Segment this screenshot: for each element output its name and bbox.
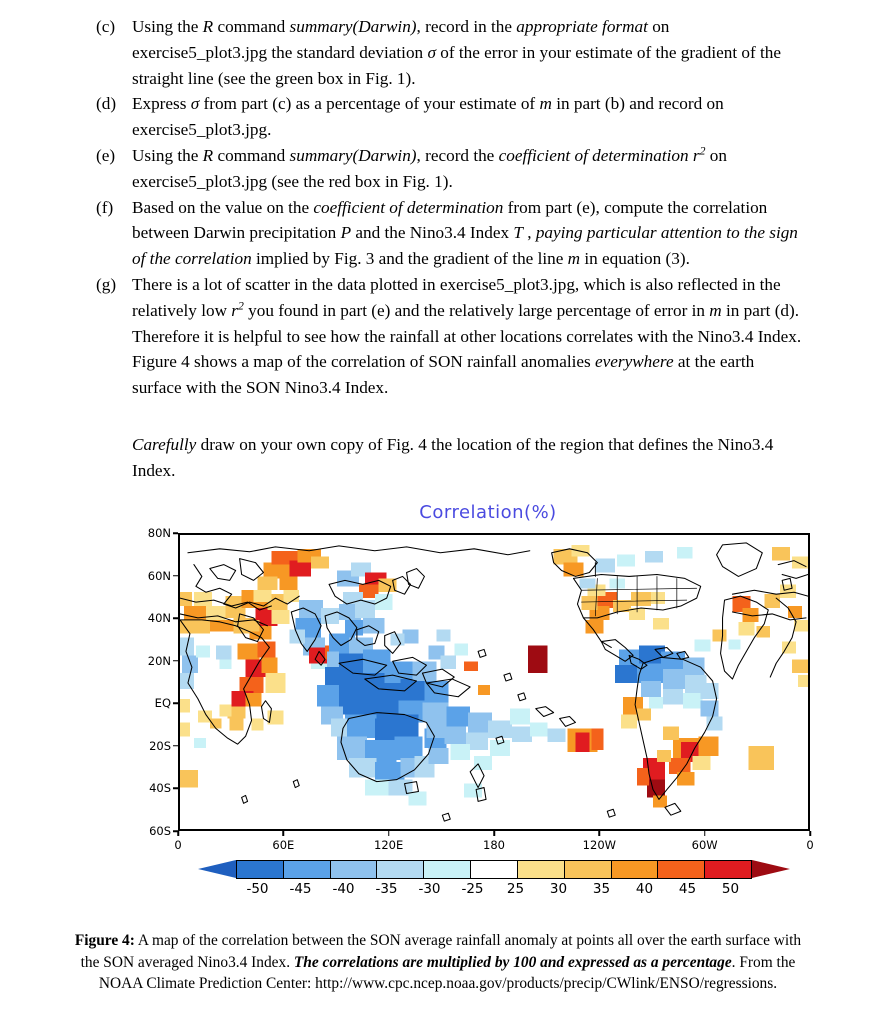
colorbar-cell: [237, 861, 284, 878]
colorbar-cell: [424, 861, 471, 878]
colorbar-tick-labels: [236, 881, 752, 903]
x-tick-label: 0: [806, 838, 814, 852]
figure-4: [0, 498, 876, 918]
question-body-f: Based on the value on the coefficient of determination from part (e), compute the correlation between Darwin precipitation P and the Nino3.4 Index T , paying particular attention to the sign of the correlation implied by Fig. 3 and the gradient of the line m in equation (3).: [132, 197, 798, 269]
x-tick-mark: [493, 831, 495, 836]
colorbar: [198, 860, 790, 910]
question-label-g: (g): [96, 274, 117, 294]
question-label-f: (f): [96, 197, 114, 217]
colorbar-cells: [236, 860, 752, 879]
y-tick-label: EQ: [154, 696, 171, 711]
question-body-g: There is a lot of scatter in the data plotted in exercise5_plot3.jpg, which is also reflected in the relatively low $r^2$ you found in part (e) and the relatively large percentage of error in m in part (d). Therefore it is helpful to see how the rainfall at other locations correlates with the Nino3.4 Index. Figure 4 shows a map of the correlation of SON rainfall anomalies everywhere at the earth surface with the SON Nino3.4 Index.: [132, 274, 802, 398]
x-tick-label: 180: [483, 838, 505, 852]
closing-paragraph: Carefully draw on your own copy of Fig. 4 the location of the region that defines the Nino3.4 Index.: [132, 435, 774, 480]
x-tick-mark: [704, 831, 706, 836]
colorbar-tick: -40: [332, 881, 355, 897]
colorbar-over-arrow: [752, 860, 790, 878]
colorbar-tick: -35: [375, 881, 398, 897]
colorbar-tick: 45: [678, 881, 697, 897]
question-item-f: [96, 195, 808, 272]
question-label-d: (d): [96, 94, 117, 114]
y-tick-mark: [173, 575, 178, 577]
colorbar-cell: [518, 861, 565, 878]
y-tick-label: 60N: [147, 568, 171, 583]
colorbar-cell: [658, 861, 705, 878]
colorbar-tick: -45: [289, 881, 312, 897]
colorbar-tick: -50: [246, 881, 269, 897]
question-item-e: [96, 143, 808, 195]
y-tick-label: 20N: [147, 653, 171, 668]
map-axes: [147, 526, 814, 852]
question-list: [96, 14, 808, 401]
colorbar-tick: -30: [418, 881, 441, 897]
x-tick-label: 0: [174, 838, 182, 852]
y-tick-mark: [173, 532, 178, 534]
colorbar-tick: 35: [592, 881, 611, 897]
colorbar-cell: [612, 861, 659, 878]
question-body-d: Express σ from part (c) as a percentage of your estimate of m in part (b) and record on exercise5_plot3.jpg.: [132, 94, 724, 140]
colorbar-cell: [471, 861, 518, 878]
y-tick-mark: [173, 788, 178, 790]
question-body-e: Using the R command summary(Darwin), record the coefficient of determination $r^2$ on exercise5_plot3.jpg (see the red box in Fig. 1).: [132, 144, 727, 191]
colorbar-tick: 30: [549, 881, 568, 897]
colorbar-cell: [705, 861, 751, 878]
x-tick-label: 60W: [691, 838, 718, 852]
question-item-g: [96, 272, 808, 401]
y-tick-label: 40N: [147, 611, 171, 626]
x-tick-mark: [177, 831, 179, 836]
y-tick-mark: [173, 660, 178, 662]
question-label-e: (e): [96, 145, 116, 165]
colorbar-cell: [565, 861, 612, 878]
y-tick-mark: [173, 745, 178, 747]
y-tick-label: 20S: [149, 738, 171, 753]
colorbar-tick: 25: [506, 881, 525, 897]
x-tick-mark: [283, 831, 285, 836]
question-label-c: (c): [96, 17, 116, 36]
colorbar-tick: 40: [635, 881, 654, 897]
colorbar-cell: [331, 861, 378, 878]
chart-title: Correlation(%): [419, 502, 557, 523]
colorbar-under-arrow: [198, 860, 236, 878]
y-tick-mark: [173, 617, 178, 619]
x-tick-mark: [809, 831, 811, 836]
x-tick-mark: [388, 831, 390, 836]
x-tick-mark: [599, 831, 601, 836]
y-tick-mark: [173, 703, 178, 705]
colorbar-cell: [377, 861, 424, 878]
colorbar-tick: 50: [721, 881, 740, 897]
question-item-d: [96, 91, 808, 143]
y-tick-label: 60S: [149, 824, 171, 838]
question-item-c: [96, 14, 808, 91]
x-tick-label: 60E: [272, 838, 295, 852]
colorbar-cell: [284, 861, 331, 878]
x-tick-label: 120W: [582, 838, 617, 852]
y-tick-label: 40S: [149, 781, 171, 796]
question-body-c: Using the R command summary(Darwin), record in the appropriate format on exercise5_plot3.jpg the standard deviation σ of the error in your estimate of the gradient of the straight line (see the green box in Fig. 1).: [132, 17, 781, 88]
figure-caption: Figure 4: A map of the correlation between the SON average rainfall anomaly at points all over the earth surface with the SON averaged Nino3.4 Index. The correlations are multiplied by 100 and expressed as a percentage. From the NOAA Climate Prediction Center: http://www.cpc.ncep.noaa.gov/products/precip/CWlink/ENSO/regressions.: [74, 932, 802, 992]
colorbar-tick: -25: [461, 881, 484, 897]
y-tick-label: 80N: [147, 526, 171, 540]
x-tick-label: 120E: [374, 838, 404, 852]
